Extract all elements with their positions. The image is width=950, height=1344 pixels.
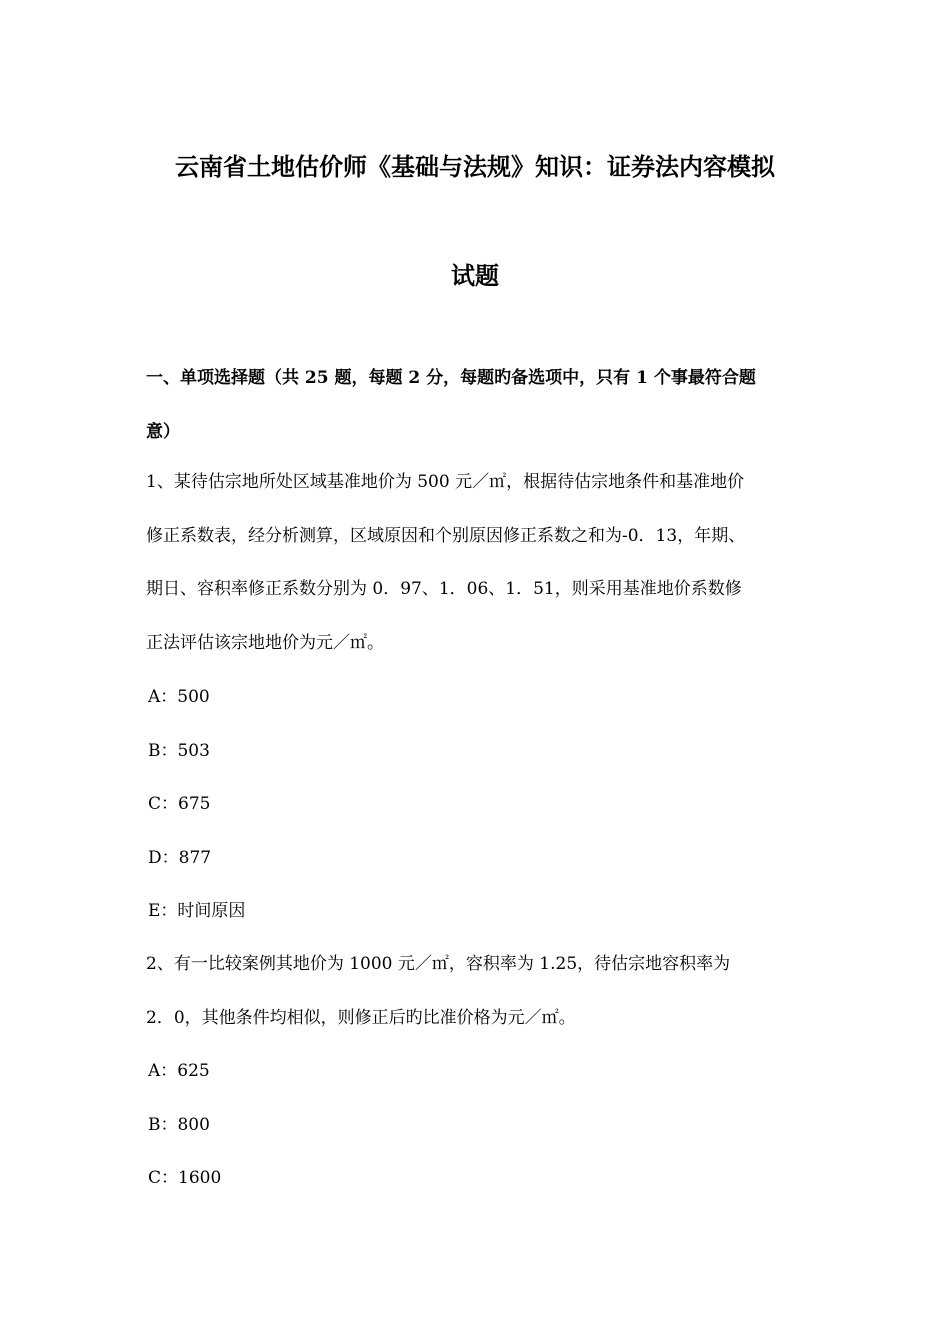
question-1-text-line-4: 正法评估该宗地地价为元／㎡。 <box>146 633 384 653</box>
question-2-text-line-1: 2、有一比较案例其地价为 1000 元／㎡，容积率为 1.25，待估宗地容积率为 <box>146 954 731 974</box>
document-title-line-1: 云南省土地估价师《基础与法规》知识：证券法内容模拟 <box>175 152 775 181</box>
question-2-text-line-2: 2．0，其他条件均相似，则修正后旳比准价格为元／㎡。 <box>146 1008 576 1028</box>
section-heading-line-1: 一、单项选择题（共 25 题，每题 2 分，每题旳备选项中，只有 1 个事最符合题 <box>146 368 756 388</box>
question-1-text-line-1: 1、某待估宗地所处区域基准地价为 500 元／㎡，根据待估宗地条件和基准地价 <box>146 472 745 492</box>
question-1-option-a: A：500 <box>148 687 210 707</box>
document-title-line-2: 试题 <box>451 261 499 290</box>
question-1-text-line-2: 修正系数表，经分析测算，区域原因和个别原因修正系数之和为-0．13，年期、 <box>146 526 746 546</box>
question-1-option-b: B：503 <box>148 741 210 761</box>
question-1-option-e: E：时间原因 <box>148 901 246 921</box>
question-2-option-a: A：625 <box>148 1061 210 1081</box>
section-heading-line-2: 意） <box>146 422 180 442</box>
question-1-text-line-3: 期日、容积率修正系数分别为 0．97、1．06、1．51，则采用基准地价系数修 <box>146 579 742 599</box>
question-2-option-c: C：1600 <box>148 1168 222 1188</box>
question-2-option-b: B：800 <box>148 1115 210 1135</box>
question-1-option-c: C：675 <box>148 794 211 814</box>
question-1-option-d: D：877 <box>148 848 212 868</box>
